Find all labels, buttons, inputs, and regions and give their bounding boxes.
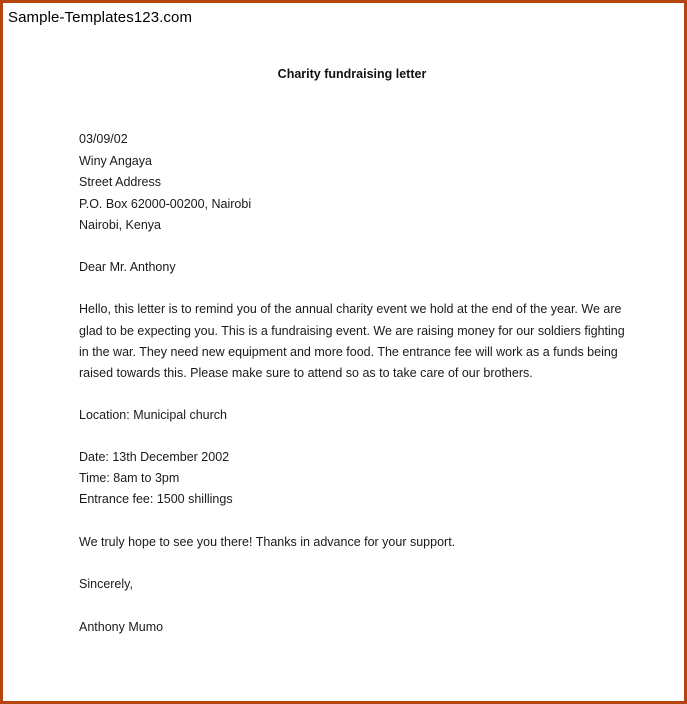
body-line-2: glad to be expecting you. This is a fundraising event. We are raising money for our soldiers fighting <box>79 324 625 338</box>
letter-title: Charity fundraising letter <box>277 67 427 81</box>
letter-date: 03/09/02 <box>79 132 128 146</box>
body-line-1: Hello, this letter is to remind you of the annual charity event we hold at the end of the year. We are <box>79 302 622 316</box>
event-location: Location: Municipal church <box>79 408 227 422</box>
sender-name: Winy Angaya <box>79 154 152 168</box>
watermark: Sample-Templates123.com <box>5 9 195 27</box>
sender-city: Nairobi, Kenya <box>79 218 161 232</box>
closing-text: We truly hope to see you there! Thanks in advance for your support. <box>79 535 456 549</box>
sign-off: Sincerely, <box>79 577 133 591</box>
signature-name: Anthony Mumo <box>79 620 164 634</box>
body-line-4: raised towards this. Please make sure to attend so as to take care of our brothers. <box>79 366 533 380</box>
sender-street: Street Address <box>79 175 161 189</box>
event-time: Time: 8am to 3pm <box>79 471 180 485</box>
salutation: Dear Mr. Anthony <box>79 260 176 274</box>
event-date: Date: 13th December 2002 <box>79 450 230 464</box>
event-fee: Entrance fee: 1500 shillings <box>79 492 233 506</box>
body-line-3: in the war. They need new equipment and more food. The entrance fee will work as a funds being <box>79 345 618 359</box>
sender-po-box: P.O. Box 62000-00200, Nairobi <box>79 197 252 211</box>
